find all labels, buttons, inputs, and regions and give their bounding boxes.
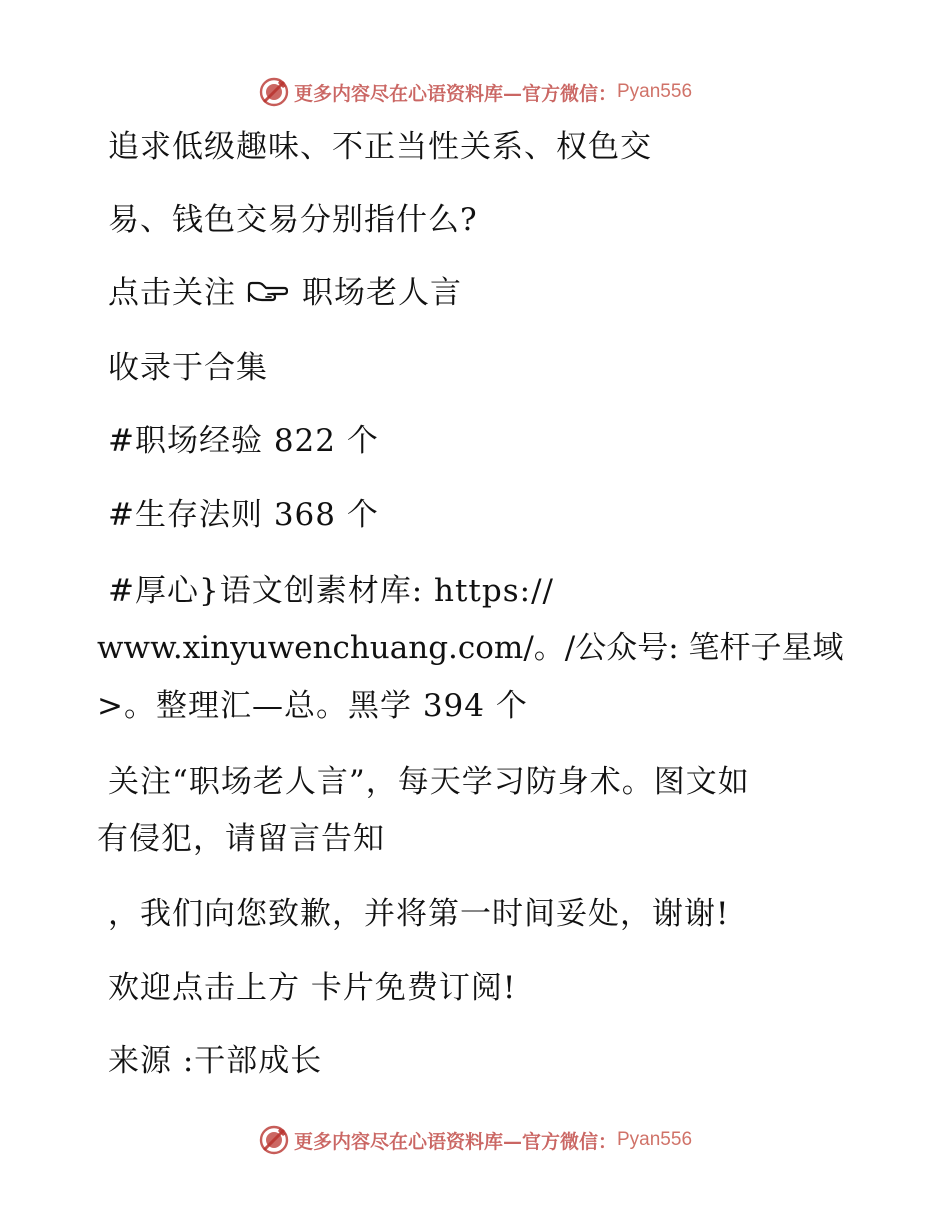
pointing-hand-icon: [246, 275, 288, 315]
follow-prompt: 点击关注: [108, 275, 236, 311]
text-line-9: >。整理汇—总。黑学 394 个: [97, 688, 528, 724]
watermark-text: 更多内容尽在心语资料库—官方微信：: [293, 82, 617, 105]
text-line-1: 追求低级趣味、不正当性关系、权色交: [108, 129, 652, 165]
text-line-3: [108, 273, 462, 315]
text-line-11: 有侵犯，请留言告知: [97, 821, 385, 857]
text-line-12: ，我们向您致歉，并将第一时间妥处，谢谢!: [108, 896, 730, 932]
hashtag-line-3: #厚心}语文创素材库: https://: [108, 573, 554, 609]
watermark-wechat-id: Pyan556: [617, 81, 693, 102]
account-name: 职场老人言: [302, 275, 462, 311]
seal-pen-logo-icon: [258, 76, 290, 108]
text-line-13: 欢迎点击上方 卡片免费订阅!: [108, 970, 517, 1006]
text-line-2: 易、钱色交易分别指什么?: [108, 202, 478, 238]
text-line-4: 收录于合集: [108, 350, 268, 386]
hashtag-line-1: #职场经验 822 个: [108, 423, 379, 459]
footer-watermark: [0, 1120, 950, 1160]
seal-pen-logo-icon: [258, 1124, 290, 1156]
url-line: www.xinyuwenchuang.com/。/公众号: 笔杆子星域: [97, 630, 844, 666]
hashtag-line-2: #生存法则 368 个: [108, 497, 379, 533]
source-line: 来源 :干部成长: [108, 1043, 323, 1079]
watermark-wechat-id: Pyan556: [617, 1129, 693, 1150]
watermark-text: 更多内容尽在心语资料库—官方微信：: [293, 1130, 617, 1153]
text-line-10: 关注“职场老人言”，每天学习防身术。图文如: [108, 764, 750, 800]
header-watermark: [0, 72, 950, 112]
